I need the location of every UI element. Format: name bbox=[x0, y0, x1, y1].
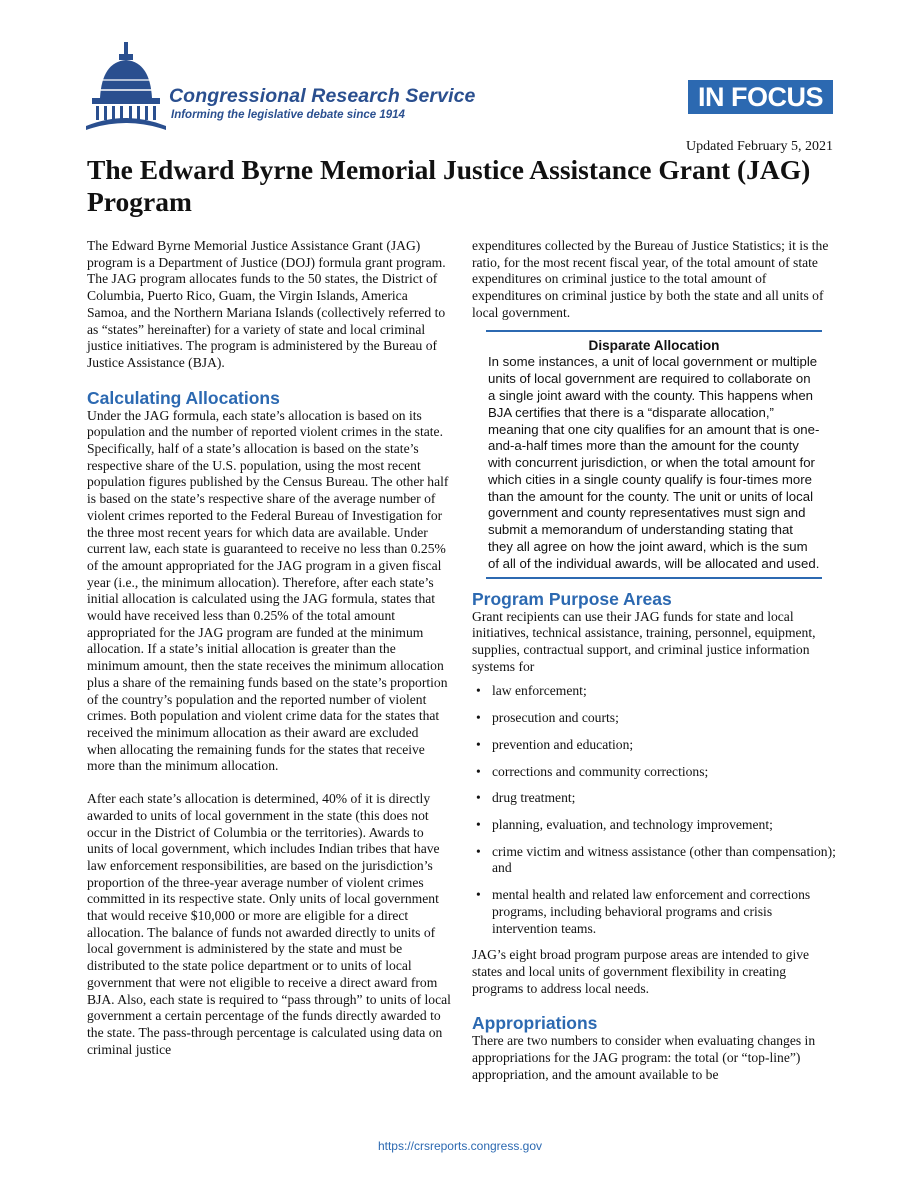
bullet-icon: • bbox=[476, 790, 481, 806]
purpose-intro: Grant recipients can use their JAG funds for state and local initiatives, technical assistance, training, personnel, equipment, supplies, contractual support, and criminal justice information systems for bbox=[472, 608, 816, 674]
org-name: Congressional Research Service bbox=[169, 85, 476, 107]
disparate-allocation-box bbox=[486, 330, 822, 579]
box-text: In some instances, a unit of local government or multiple units of local government are required to collaborate on a single joint award with the county. This happens when BJA certifies that there is a “disparate allocation,” meaning that one city qualifies for an amount that is one-and-a-half times more than the amount for the county with concurrent jurisdiction, or when the total amount for which cities in a single county qualify is four-times more than the amount for the county. The unit or units of local government and county representatives must sign and submit a memorandum of understanding stating that they all agree on how the joint award, which is the sum of all of the individual awards, will be allocated and used. bbox=[488, 354, 820, 571]
bullet-icon: • bbox=[476, 736, 481, 752]
appropriations-text: There are two numbers to consider when evaluating changes in appropriations for the JAG program: the total (or “top-line”) appropriation, and the amount available to be bbox=[472, 1033, 816, 1082]
list-item: • drug treatment; bbox=[476, 790, 576, 806]
purpose-list bbox=[472, 683, 836, 937]
list-item: • planning, evaluation, and technology improvement; bbox=[476, 817, 773, 832]
program-purpose-heading: Program Purpose Areas bbox=[472, 588, 672, 609]
bullet-icon: • bbox=[476, 817, 481, 832]
bullet-icon: • bbox=[476, 843, 481, 859]
org-tagline: Informing the legislative debate since 1914 bbox=[171, 109, 405, 121]
right-column bbox=[472, 238, 836, 1083]
list-item: • mental health and related law enforcement and corrections programs, including behavioral programs and crisis intervention teams. bbox=[476, 887, 811, 936]
left-column bbox=[87, 238, 451, 1058]
box-title: Disparate Allocation bbox=[588, 337, 720, 353]
list-item: • corrections and community corrections; bbox=[476, 763, 709, 779]
calculating-paragraph-2: After each state’s allocation is determined, 40% of it is directly awarded to units of local government in the state (this does not occur in the District of Columbia or the territories). Awards to units of local government, which includes Indian tribes that have law enforcement responsibilities, are based on the jurisdiction’s proportion of the three-year average number of violent crimes committed in its respective state. Only units of local government that would receive $10,000 or more are eligible for a direct allocation. The balance of funds not awarded directly to units of local government is administered by the state and must be distributed to the state police department or to units of local government that were not eligible to receive a direct award from BJA. Also, each state is required to “pass through” to units of local government a certain percentage of the funds directly awarded to the state. The pass-through percentage is calculated using data on criminal justice bbox=[87, 791, 451, 1057]
bullet-icon: • bbox=[476, 887, 481, 903]
capitol-dome-icon bbox=[86, 40, 166, 132]
bullet-icon: • bbox=[476, 710, 481, 726]
list-item: • prevention and education; bbox=[476, 736, 634, 752]
purpose-closing: JAG’s eight broad program purpose areas are intended to give states and local units of government flexibility in creating programs to address local needs. bbox=[472, 947, 810, 996]
footer-url[interactable]: https://crsreports.congress.gov bbox=[377, 1139, 543, 1153]
list-item: • crime victim and witness assistance (other than compensation); and bbox=[476, 843, 836, 876]
pass-through-continued: expenditures collected by the Bureau of Justice Statistics; it is the ratio, for the most recent fiscal year, of the total amount of state expenditures on criminal justice to the total amount of expenditures on criminal justice by both the state and all units of local government. bbox=[472, 238, 829, 320]
updated-date: Updated February 5, 2021 bbox=[686, 139, 833, 154]
crs-logo bbox=[86, 40, 486, 132]
list-item: • prosecution and courts; bbox=[476, 710, 619, 726]
calculating-allocations-heading: Calculating Allocations bbox=[87, 387, 280, 408]
in-focus-badge: IN FOCUS bbox=[688, 80, 833, 114]
list-item: • law enforcement; bbox=[476, 683, 587, 699]
calculating-paragraph-1: Under the JAG formula, each state’s allocation is based on its population and the number of reported violent crimes in the state. Specifically, half of a state’s allocation is based on the state’s respective share of the U.S. population, using the most recent population figures published by the Census Bureau. The other half is based on the state’s respective share of the average number of violent crimes reported to the Federal Bureau of Investigation for the three most recent years for which data are available. Under current law, each state is guaranteed to receive no less than 0.25% of the amount appropriated for the JAG program in a given fiscal year (i.e., the minimum allocation). Therefore, after each state’s initial allocation is calculated using the JAG formula, states that would have received less than 0.25% of the total amount appropriated for the JAG program are funded at the minimum allocation. If a state’s initial allocation is greater than the minimum amount, then the state receives the minimum allocation plus a share of the remaining funds based on the state’s proportion of the country’s population and the reported number of violent crimes. Both population and violent crime data for the states that received the minimum allocation as their award are excluded when allocating the remaining funds for the states that receive more than the minimum allocation. bbox=[87, 407, 449, 774]
page-title: The Edward Byrne Memorial Justice Assistance Grant (JAG) Program bbox=[87, 154, 811, 217]
appropriations-heading: Appropriations bbox=[472, 1013, 598, 1034]
intro-paragraph: The Edward Byrne Memorial Justice Assistance Grant (JAG) program is a Department of Justice (DOJ) formula grant program. The JAG program allocates funds to the 50 states, the District of Columbia, Puerto Rico, Guam, the Virgin Islands, America Samoa, and the Northern Mariana Islands (collectively referred to as “states” hereinafter) for a variety of state and local criminal justice initiatives. The program is administered by the Bureau of Justice Assistance (BJA). bbox=[87, 238, 446, 370]
bullet-icon: • bbox=[476, 683, 481, 699]
bullet-icon: • bbox=[476, 763, 481, 779]
